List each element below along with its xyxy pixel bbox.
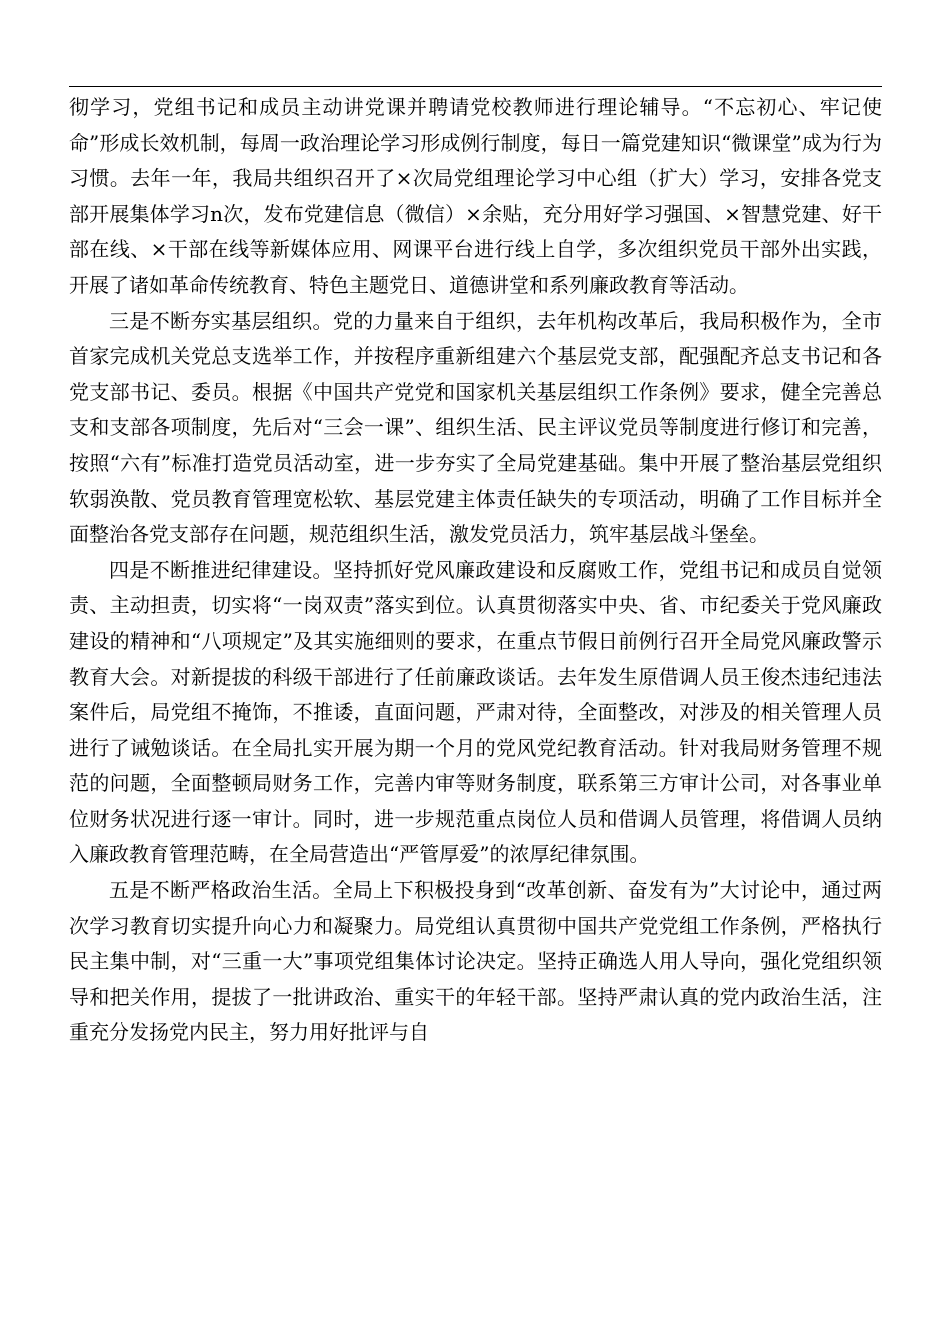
paragraph-political-life: 五是不断严格政治生活。全局上下积极投身到“改革创新、奋发有为”大讨论中，通过两次学习教育切实提升向心力和凝聚力。局党组认真贯彻中国共产党党组工作条例，严格执行民主集中制，对“三重一大”事项党组集体讨论决定。坚持正确选人用人导向，强化党组织领导和把关作用，提拔了一批讲政治、重实干的年轻干部。坚持严肃认真的党内政治生活，注重充分发扬党内民主，努力用好批评与自 — [69, 878, 882, 1045]
paragraph-discipline-building: 四是不断推进纪律建设。坚持抓好党风廉政建设和反腐败工作，党组书记和成员自觉领责、主动担责，切实将“一岗双责”落实到位。认真贯彻落实中央、省、市纪委关于党风廉政建设的精神和“八项规定”及其实施细则的要求，在重点节假日前例行召开全局党风廉政警示教育大会。对新提拔的科级干部进行了任前廉政谈话。去年发生原借调人员王俊杰违纪违法案件后，局党组不掩饰，不推诿，直面问题，严肃对待，全面整改，对涉及的相关管理人员进行了诫勉谈话。在全局扎实开展为期一个月的党风党纪教育活动。针对我局财务管理不规范的问题，全面整顿局财务工作，完善内审等财务制度，联系第三方审计公司，对各事业单位财务状况进行逐一审计。同时，进一步规范重点岗位人员和借调人员管理，将借调人员纳入廉政教育管理范畴，在全局营造出“严管厚爱”的浓厚纪律氛围。 — [69, 557, 882, 867]
paragraph-continued: 彻学习，党组书记和成员主动讲党课并聘请党校教师进行理论辅导。“不忘初心、牢记使命”形成长效机制，每周一政治理论学习形成例行制度，每日一篇党建知识“微课堂”成为行为习惯。去年一年，我局共组织召开了×次局党组理论学习中心组（扩大）学习，安排各党支部开展集体学习n次，发布党建信息（微信）×余贴，充分用好学习强国、×智慧党建、好干部在线、×干部在线等新媒体应用、网课平台进行线上自学，多次组织党员干部外出实践，开展了诸如革命传统教育、特色主题党日、道德讲堂和系列廉政教育等活动。 — [69, 95, 882, 297]
paragraph-grassroots-organization: 三是不断夯实基层组织。党的力量来自于组织，去年机构改革后，我局积极作为，全市首家完成机关党总支选举工作，并按程序重新组建六个基层党支部，配强配齐总支书记和各党支部书记、委员。根据《中国共产党党和国家机关基层组织工作条例》要求，健全完善总支和支部各项制度，先后对“三会一课”、组织生活、民主评议党员等制度进行修订和完善，按照“六有”标准打造党员活动室，进一步夯实了全局党建基础。集中开展了整治基层党组织软弱涣散、党员教育管理宽松软、基层党建主体责任缺失的专项活动，明确了工作目标并全面整治各党支部存在问题，规范组织生活，激发党员活力，筑牢基层战斗堡垒。 — [69, 308, 882, 547]
document-body — [69, 90, 882, 1051]
header-rule — [69, 86, 882, 87]
